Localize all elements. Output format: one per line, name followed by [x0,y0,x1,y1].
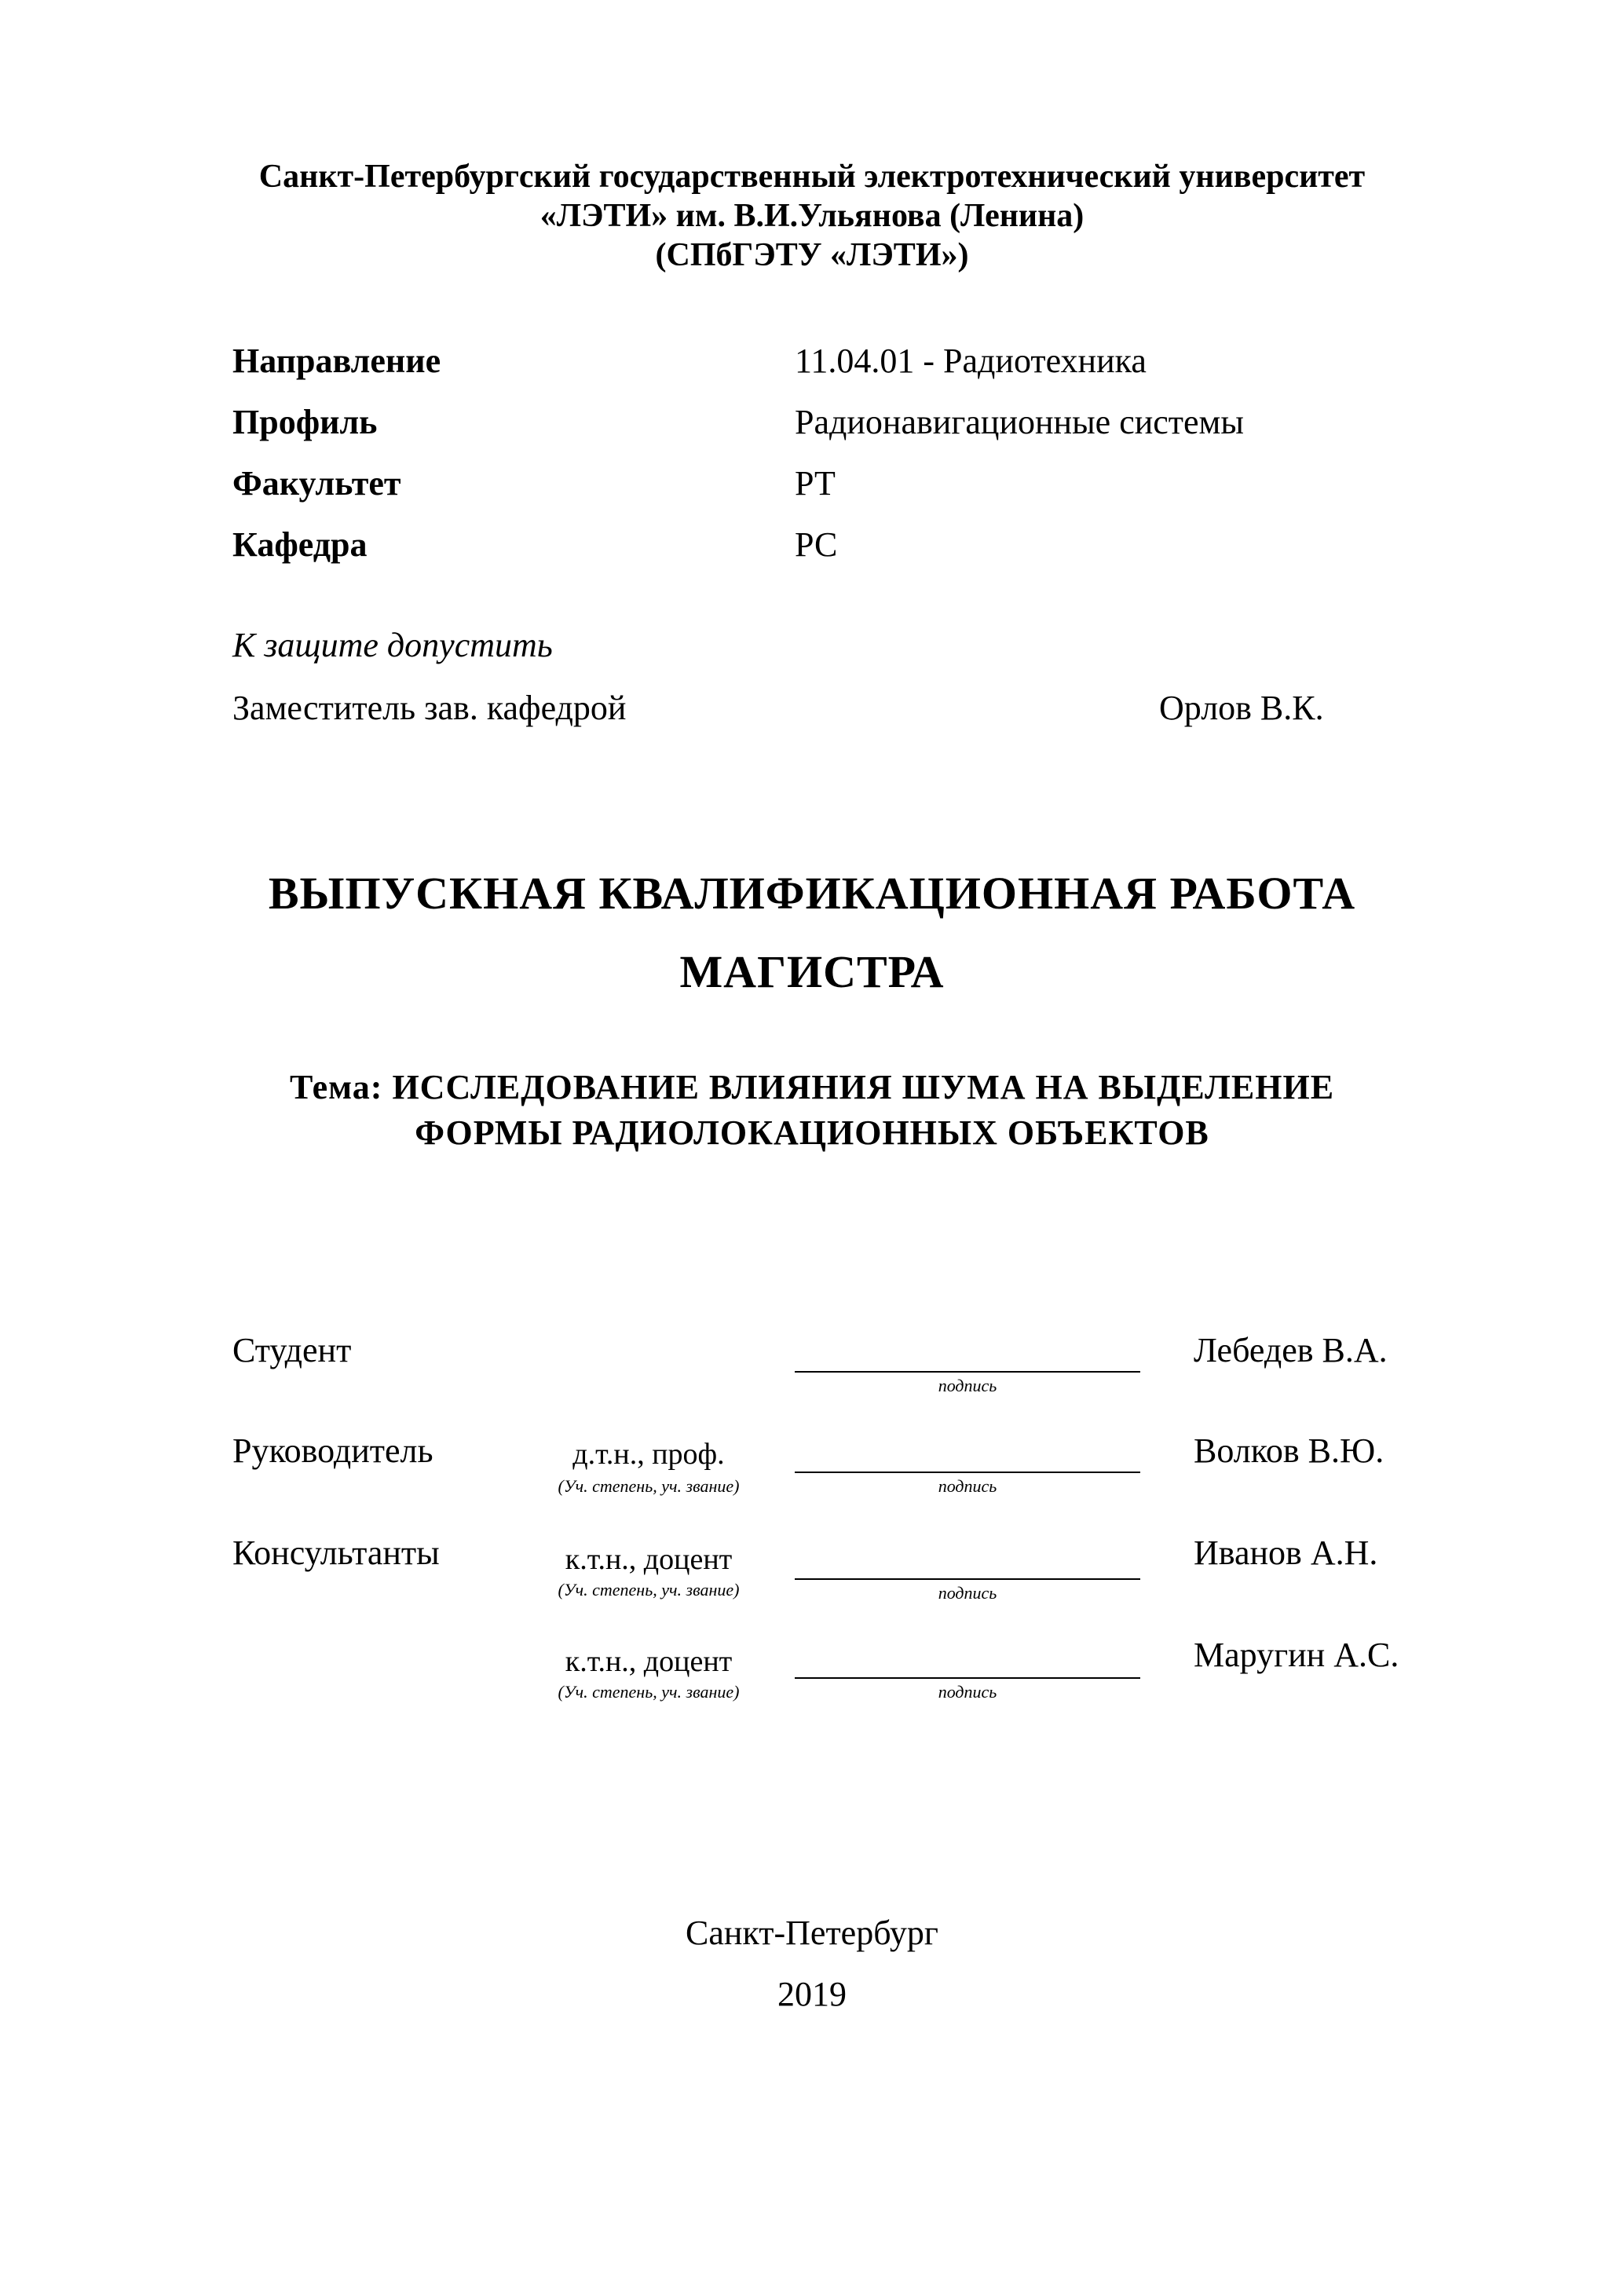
supervisor-signature-line [795,1472,1140,1473]
consultant1-name: Иванов А.Н. [1194,1534,1378,1572]
approval-name: Орлов В.К. [1159,689,1324,727]
consultant1-degree-caption: (Уч. степень, уч. звание) [558,1580,740,1600]
supervisor-degree-caption: (Уч. степень, уч. звание) [558,1476,740,1496]
thesis-topic-line2: ФОРМЫ РАДИОЛОКАЦИОННЫХ ОБЪЕКТОВ [415,1113,1209,1152]
supervisor-degree: д.т.н., проф. [572,1438,725,1471]
consultant2-name: Маругин А.С. [1194,1636,1399,1674]
thesis-title-line1: ВЫПУСКНАЯ КВАЛИФИКАЦИОННАЯ РАБОТА [268,868,1356,919]
student-signature-line [795,1371,1140,1373]
student-role: Студент [232,1331,352,1369]
consultant1-signature-line [795,1578,1140,1580]
footer-year: 2019 [777,1975,847,2013]
student-signature-caption: подпись [938,1376,997,1395]
supervisor-signature-caption: подпись [938,1476,997,1496]
consultant2-degree: к.т.н., доцент [565,1645,733,1678]
faculty-value: РТ [795,464,836,503]
supervisor-role: Руководитель [232,1431,433,1470]
profile-value: Радионавигационные системы [795,403,1244,441]
approval-note: К защите допустить [232,626,553,664]
thesis-title-line2: МАГИСТРА [679,946,945,997]
footer-city: Санкт-Петербург [686,1914,938,1952]
consultants-role: Консультанты [232,1534,440,1572]
thesis-topic [0,1065,1624,1156]
university-name-line2: «ЛЭТИ» им. В.И.Ульянова (Ленина) [540,198,1084,234]
direction-value: 11.04.01 - Радиотехника [795,342,1147,380]
university-header [0,157,1624,275]
thesis-topic-line1: Тема: ИССЛЕДОВАНИЕ ВЛИЯНИЯ ШУМА НА ВЫДЕЛЕНИЕ [289,1068,1335,1106]
department-label: Кафедра [232,525,368,564]
direction-label: Направление [232,342,441,380]
student-name: Лебедев В.А. [1194,1331,1388,1369]
supervisor-name: Волков В.Ю. [1194,1431,1384,1470]
university-name: Санкт-Петербургский государственный электротехнический университет [258,159,1366,195]
university-abbreviation: (СПбГЭТУ «ЛЭТИ») [655,237,969,273]
consultant1-signature-caption: подпись [938,1583,997,1603]
profile-label: Профиль [232,403,378,441]
approval-role: Заместитель зав. кафедрой [232,689,627,727]
department-value: РС [795,525,838,564]
faculty-label: Факультет [232,464,401,503]
consultant2-degree-caption: (Уч. степень, уч. звание) [558,1682,740,1702]
consultant1-degree: к.т.н., доцент [565,1543,733,1576]
consultant2-signature-line [795,1677,1140,1679]
consultant2-signature-caption: подпись [938,1682,997,1702]
